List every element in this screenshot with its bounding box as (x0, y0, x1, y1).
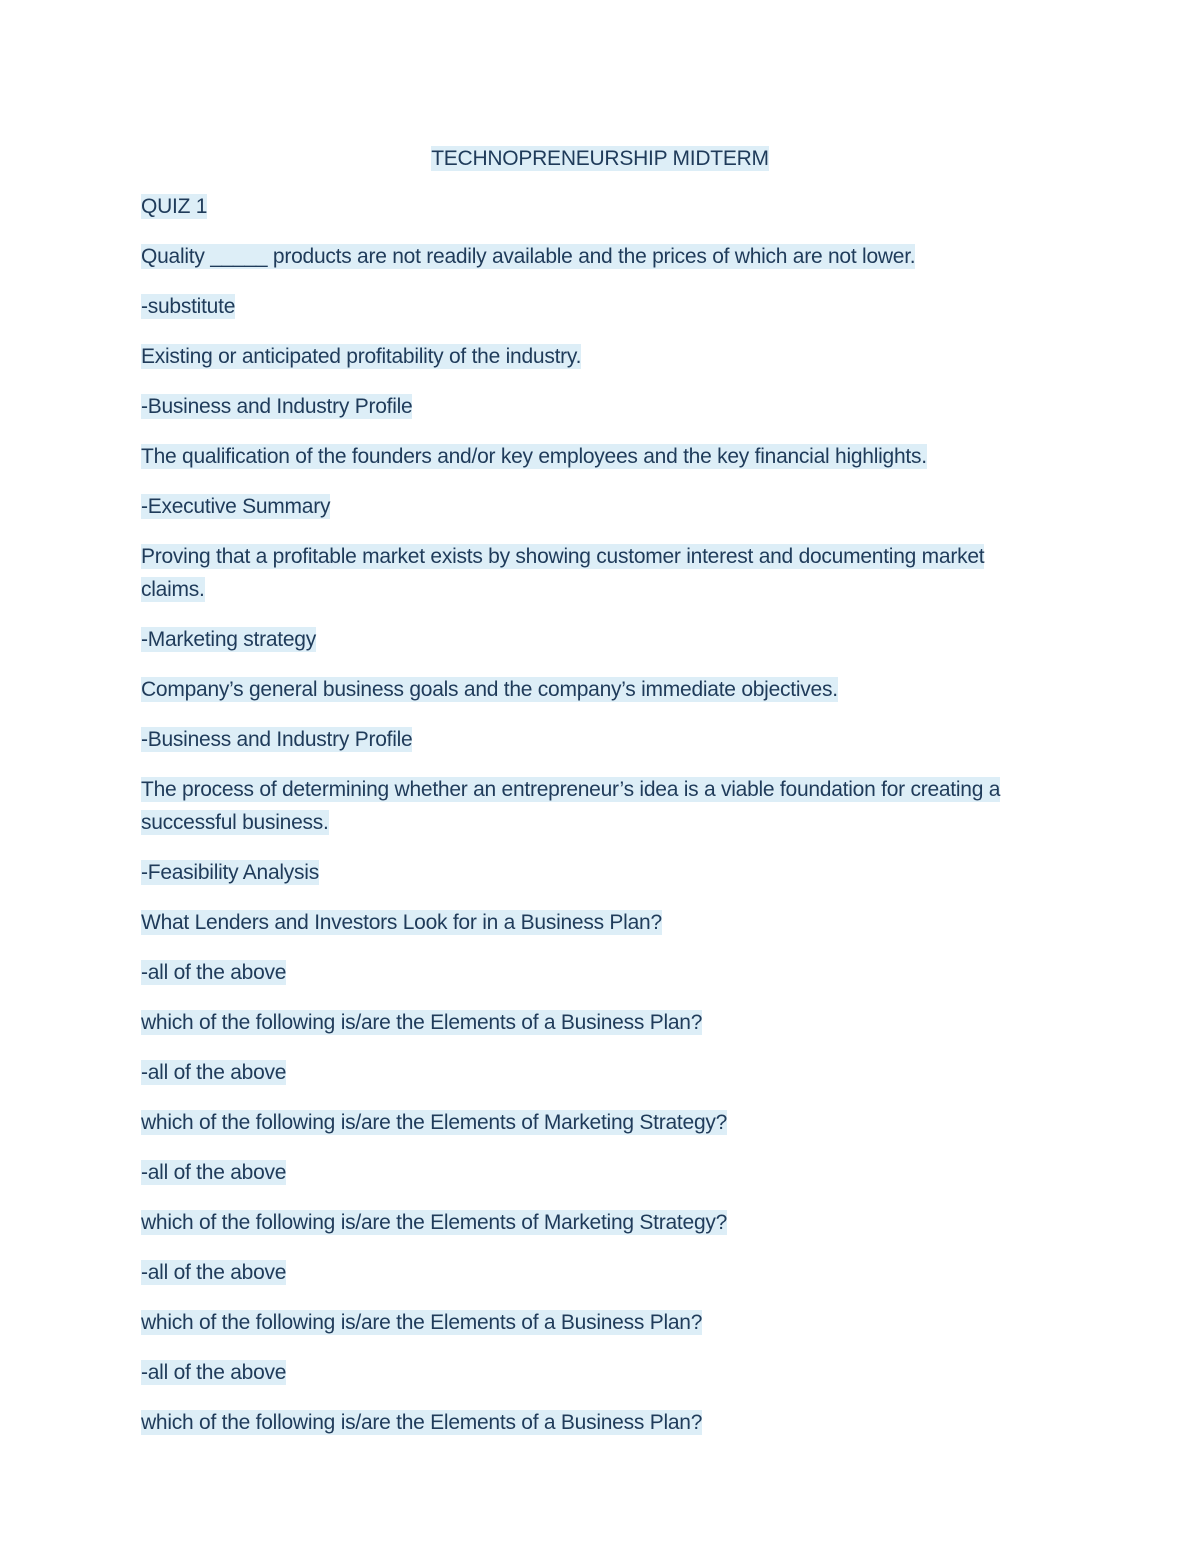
paragraph-question (141, 341, 1011, 374)
paragraph-question (141, 1007, 1011, 1040)
paragraph-answer (141, 1357, 1011, 1390)
document-body (141, 191, 1011, 1457)
paragraph-question (141, 907, 1011, 940)
paragraph-text: -all of the above (141, 1361, 287, 1384)
document-title: TECHNOPRENEURSHIP MIDTERM (431, 147, 769, 170)
paragraph-answer (141, 391, 1011, 424)
paragraph-text: The process of determining whether an entrepreneur’s idea is a viable foundation for creating a successful business. (141, 778, 1001, 834)
paragraph-quiz-heading (141, 191, 1011, 224)
paragraph-text: -Business and Industry Profile (141, 728, 413, 751)
paragraph-text: The qualification of the founders and/or key employees and the key financial highlights. (141, 445, 927, 468)
paragraph-question (141, 241, 1011, 274)
paragraph-text: QUIZ 1 (141, 195, 208, 218)
paragraph-text: -Feasibility Analysis (141, 861, 319, 884)
paragraph-answer (141, 724, 1011, 757)
paragraph-question (141, 1307, 1011, 1340)
paragraph-text: -all of the above (141, 1061, 287, 1084)
paragraph-answer (141, 1257, 1011, 1290)
paragraph-text: Quality _____ products are not readily available and the prices of which are not lower. (141, 245, 916, 268)
paragraph-answer (141, 291, 1011, 324)
paragraph-question (141, 774, 1011, 840)
paragraph-question (141, 1407, 1011, 1440)
paragraph-answer (141, 624, 1011, 657)
paragraph-question (141, 1107, 1011, 1140)
paragraph-text: -all of the above (141, 1261, 287, 1284)
paragraph-answer (141, 491, 1011, 524)
paragraph-question (141, 674, 1011, 707)
paragraph-answer (141, 1157, 1011, 1190)
paragraph-answer (141, 857, 1011, 890)
title-block (0, 143, 1200, 174)
paragraph-text: Proving that a profitable market exists by showing customer interest and documenting market claims. (141, 545, 985, 601)
paragraph-text: which of the following is/are the Elements of a Business Plan? (141, 1011, 703, 1034)
paragraph-text: which of the following is/are the Elements of a Business Plan? (141, 1411, 703, 1434)
paragraph-text: which of the following is/are the Elements of Marketing Strategy? (141, 1211, 728, 1234)
paragraph-text: -Marketing strategy (141, 628, 316, 651)
paragraph-text: -all of the above (141, 1161, 287, 1184)
paragraph-text: -Business and Industry Profile (141, 395, 413, 418)
paragraph-text: which of the following is/are the Elements of Marketing Strategy? (141, 1111, 728, 1134)
paragraph-answer (141, 1057, 1011, 1090)
paragraph-question (141, 1207, 1011, 1240)
paragraph-question (141, 441, 1011, 474)
paragraph-text: -Executive Summary (141, 495, 331, 518)
paragraph-answer (141, 957, 1011, 990)
paragraph-text: -substitute (141, 295, 236, 318)
paragraph-question (141, 541, 1011, 607)
paragraph-text: which of the following is/are the Elements of a Business Plan? (141, 1311, 703, 1334)
paragraph-text: Company’s general business goals and the company’s immediate objectives. (141, 678, 838, 701)
paragraph-text: What Lenders and Investors Look for in a Business Plan? (141, 911, 662, 934)
paragraph-text: Existing or anticipated profitability of the industry. (141, 345, 582, 368)
paragraph-text: -all of the above (141, 961, 287, 984)
